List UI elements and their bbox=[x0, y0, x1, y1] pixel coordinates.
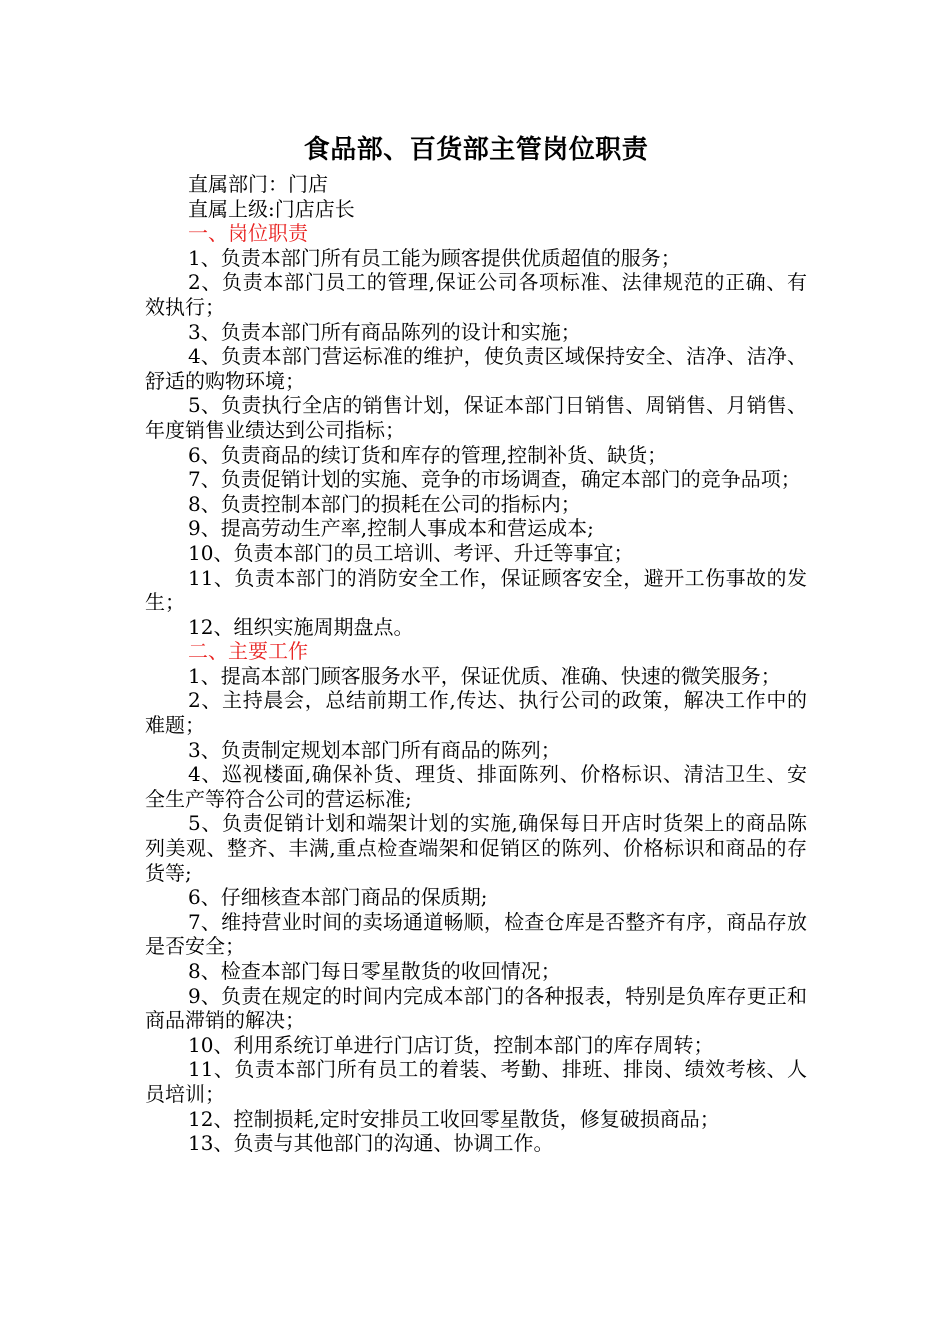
duty-item: 8、负责控制本部门的损耗在公司的指标内； bbox=[188, 491, 581, 516]
duty-item: 12、组织实施周期盘点。 bbox=[188, 614, 414, 639]
duty-item: 9、提高劳动生产率,控制人事成本和营运成本; bbox=[188, 516, 594, 541]
work-item: 13、负责与其他部门的沟通、协调工作。 bbox=[188, 1131, 554, 1156]
work-item: 5、负责促销计划和端架计划的实施,确保每日开店时货架上的商品陈列美观、整齐、丰满,重点检查端架和促销区的陈列、价格标识和商品的存货等; bbox=[145, 811, 807, 885]
section-heading-duties: 一、岗位职责 bbox=[188, 221, 308, 246]
meta-department: 直属部门：门店 bbox=[188, 172, 328, 196]
work-item: 10、利用系统订单进行门店订货，控制本部门的库存周转； bbox=[188, 1032, 714, 1057]
duty-item: 7、负责促销计划的实施、竞争的市场调查，确定本部门的竞争品项； bbox=[188, 467, 801, 492]
duty-item: 2、负责本部门员工的管理,保证公司各项标准、法律规范的正确、有效执行； bbox=[145, 270, 807, 319]
duty-item: 11、负责本部门的消防安全工作，保证顾客安全，避开工伤事故的发生； bbox=[145, 565, 807, 615]
document-title: 食品部、百货部主管岗位职责 bbox=[303, 135, 649, 165]
duty-item: 10、负责本部门的员工培训、考评、升迁等事宜； bbox=[188, 540, 634, 565]
work-item: 3、负责制定规划本部门所有商品的陈列； bbox=[188, 737, 561, 762]
duty-item: 5、负责执行全店的销售计划，保证本部门日销售、周销售、月销售、年度销售业绩达到公司指标； bbox=[145, 393, 807, 442]
work-item: 8、检查本部门每日零星散货的收回情况； bbox=[188, 959, 561, 983]
section-heading-main-work: 二、主要工作 bbox=[188, 639, 308, 664]
work-item: 6、仔细核查本部门商品的保质期; bbox=[188, 885, 488, 910]
duty-item: 3、负责本部门所有商品陈列的设计和实施； bbox=[188, 319, 581, 344]
meta-superior: 直属上级:门店店长 bbox=[188, 196, 355, 221]
work-item: 4、巡视楼面,确保补货、理货、排面陈列、价格标识、清洁卫生、安全生产等符合公司的营运标准; bbox=[145, 762, 807, 811]
work-item: 2、主持晨会，总结前期工作,传达、执行公司的政策，解决工作中的难题； bbox=[145, 688, 807, 738]
work-item: 11、负责本部门所有员工的着装、考勤、排班、排岗、绩效考核、人员培训； bbox=[145, 1057, 807, 1106]
work-item: 1、提高本部门顾客服务水平，保证优质、准确、快速的微笑服务； bbox=[188, 663, 781, 688]
document-page bbox=[145, 128, 807, 1156]
duty-item: 6、负责商品的续订货和库存的管理,控制补货、缺货； bbox=[188, 442, 668, 467]
work-item: 9、负责在规定的时间内完成本部门的各种报表，特别是负库存更正和商品滞销的解决； bbox=[145, 983, 807, 1033]
duty-item: 4、负责本部门营运标准的维护，使负责区域保持安全、洁净、洁净、舒适的购物环境； bbox=[145, 344, 807, 393]
duty-item: 1、负责本部门所有员工能为顾客提供优质超值的服务； bbox=[188, 245, 681, 270]
work-item: 7、维持营业时间的卖场通道畅顺，检查仓库是否整齐有序，商品存放是否安全； bbox=[145, 909, 807, 959]
work-item: 12、控制损耗,定时安排员工收回零星散货，修复破损商品； bbox=[188, 1106, 720, 1131]
